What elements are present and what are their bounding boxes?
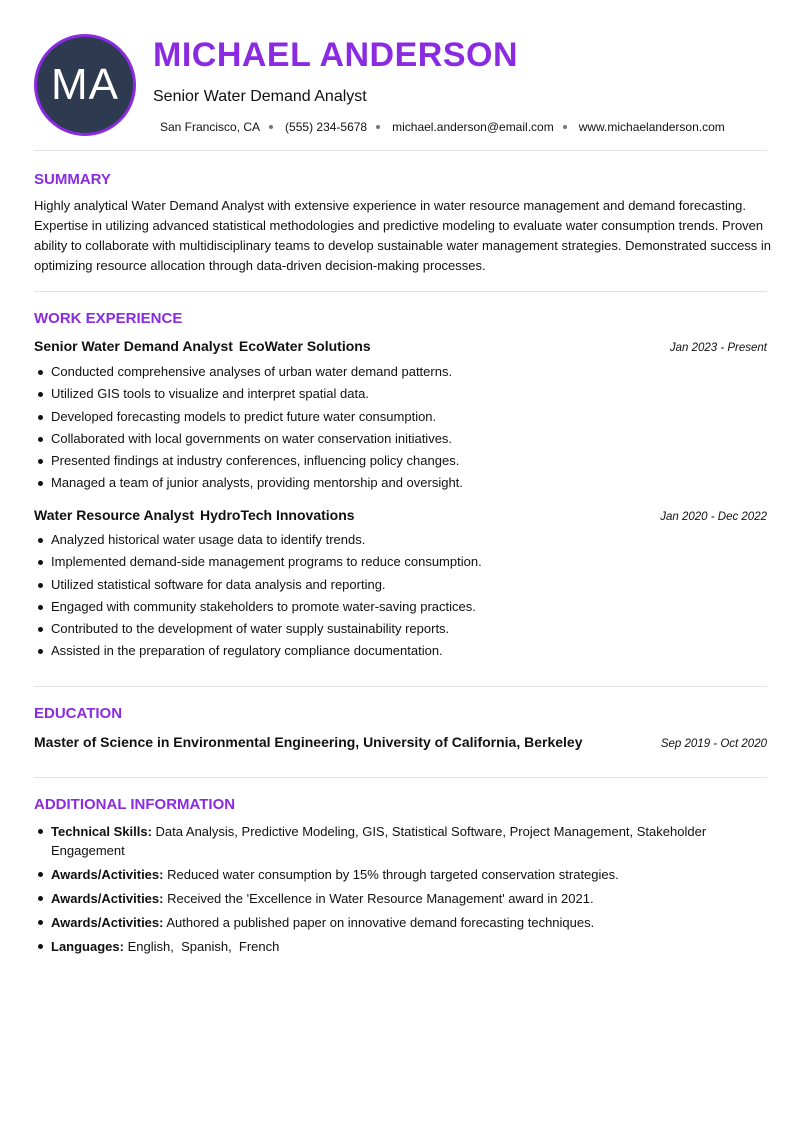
award-label: Awards/Activities: <box>51 891 164 906</box>
job-role <box>34 338 371 354</box>
award-text: Received the 'Excellence in Water Resource Management' award in 2021. <box>167 891 594 906</box>
languages-label: Languages: <box>51 939 124 954</box>
list-item: Assisted in the preparation of regulatory compliance documentation. <box>34 640 767 662</box>
award-item <box>34 865 734 884</box>
job-position: Water Resource Analyst <box>34 507 195 523</box>
award-label: Awards/Activities: <box>51 867 164 882</box>
award-text: Reduced water consumption by 15% through targeted conservation strategies. <box>167 867 619 882</box>
additional-information-heading: ADDITIONAL INFORMATION <box>34 796 236 813</box>
technical-skills-text: Data Analysis, Predictive Modeling, GIS, Statistical Software, Project Management, Stakeholder Engagement <box>51 824 707 858</box>
award-label: Awards/Activities: <box>51 915 164 930</box>
list-item: Managed a team of junior analysts, providing mentorship and oversight. <box>34 472 767 494</box>
job-position: Senior Water Demand Analyst <box>34 338 233 354</box>
divider <box>34 291 767 292</box>
list-item: Developed forecasting models to predict future water consumption. <box>34 406 767 428</box>
job-dates: Jan 2023 - Present <box>669 342 767 354</box>
list-item: Contributed to the development of water supply sustainability reports. <box>34 618 767 640</box>
summary-text: Highly analytical Water Demand Analyst with extensive experience in water resource management and demand forecasting. Expertise in utilizing advanced statistical methodologies and predictive modeling to evaluate water consumption trends. Proven ability to collaborate with multidisciplinary teams to develop sustainable water management strategies. Demonstrated success in optimizing resource allocation through data-driven decision-making processes. <box>34 198 772 273</box>
technical-skills-label: Technical Skills: <box>51 824 152 839</box>
list-item: Collaborated with local governments on water conservation initiatives. <box>34 428 767 450</box>
list-item: Conducted comprehensive analyses of urban water demand patterns. <box>34 361 767 383</box>
job-company: EcoWater Solutions <box>238 338 371 354</box>
avatar <box>34 34 136 136</box>
technical-skills-item <box>34 822 734 860</box>
divider <box>34 150 767 151</box>
job-dates: Jan 2020 - Dec 2022 <box>660 511 767 523</box>
education-heading: EDUCATION <box>34 705 123 722</box>
job-company: HydroTech Innovations <box>200 507 355 523</box>
list-item: Analyzed historical water usage data to identify trends. <box>34 529 767 551</box>
list-item: Utilized GIS tools to visualize and interpret spatial data. <box>34 383 767 405</box>
job-bullets <box>34 361 767 495</box>
additional-list <box>34 822 734 961</box>
contact-website[interactable]: www.michaelanderson.com <box>578 120 725 134</box>
contact-location: San Francisco, CA <box>160 120 261 134</box>
divider <box>34 777 767 778</box>
award-item <box>34 889 734 908</box>
languages-item: Languages: English, Spanish, French <box>34 937 734 956</box>
job-bullets <box>34 529 767 663</box>
avatar-initials: MA <box>51 60 119 109</box>
education-degree: Master of Science in Environmental Engineering, University of California, Berkeley <box>34 734 583 750</box>
list-item: Engaged with community stakeholders to promote water-saving practices. <box>34 596 767 618</box>
contact-line <box>160 120 725 134</box>
education-entry <box>34 734 767 750</box>
candidate-name: MICHAEL ANDERSON <box>153 36 519 74</box>
list-item: Utilized statistical software for data analysis and reporting. <box>34 574 767 596</box>
separator-dot-icon <box>269 125 273 129</box>
list-item: Presented findings at industry conferences, influencing policy changes. <box>34 450 767 472</box>
job-header <box>34 507 767 523</box>
job-header <box>34 338 767 354</box>
award-item <box>34 913 734 932</box>
contact-phone: (555) 234-5678 <box>285 120 368 134</box>
summary-heading: SUMMARY <box>34 171 111 188</box>
job-role <box>34 507 355 523</box>
separator-dot-icon <box>563 125 567 129</box>
language: Spanish <box>181 939 229 954</box>
education-dates: Sep 2019 - Oct 2020 <box>660 738 767 750</box>
separator-dot-icon <box>376 125 380 129</box>
language: French <box>238 939 280 954</box>
work-experience-heading: WORK EXPERIENCE <box>34 310 183 327</box>
list-item: Implemented demand-side management programs to reduce consumption. <box>34 551 767 573</box>
job-title: Senior Water Demand Analyst <box>153 88 367 105</box>
divider <box>34 686 767 687</box>
language: English <box>127 939 171 954</box>
award-text: Authored a published paper on innovative demand forecasting techniques. <box>166 915 595 930</box>
contact-email[interactable]: michael.anderson@email.com <box>392 120 554 134</box>
